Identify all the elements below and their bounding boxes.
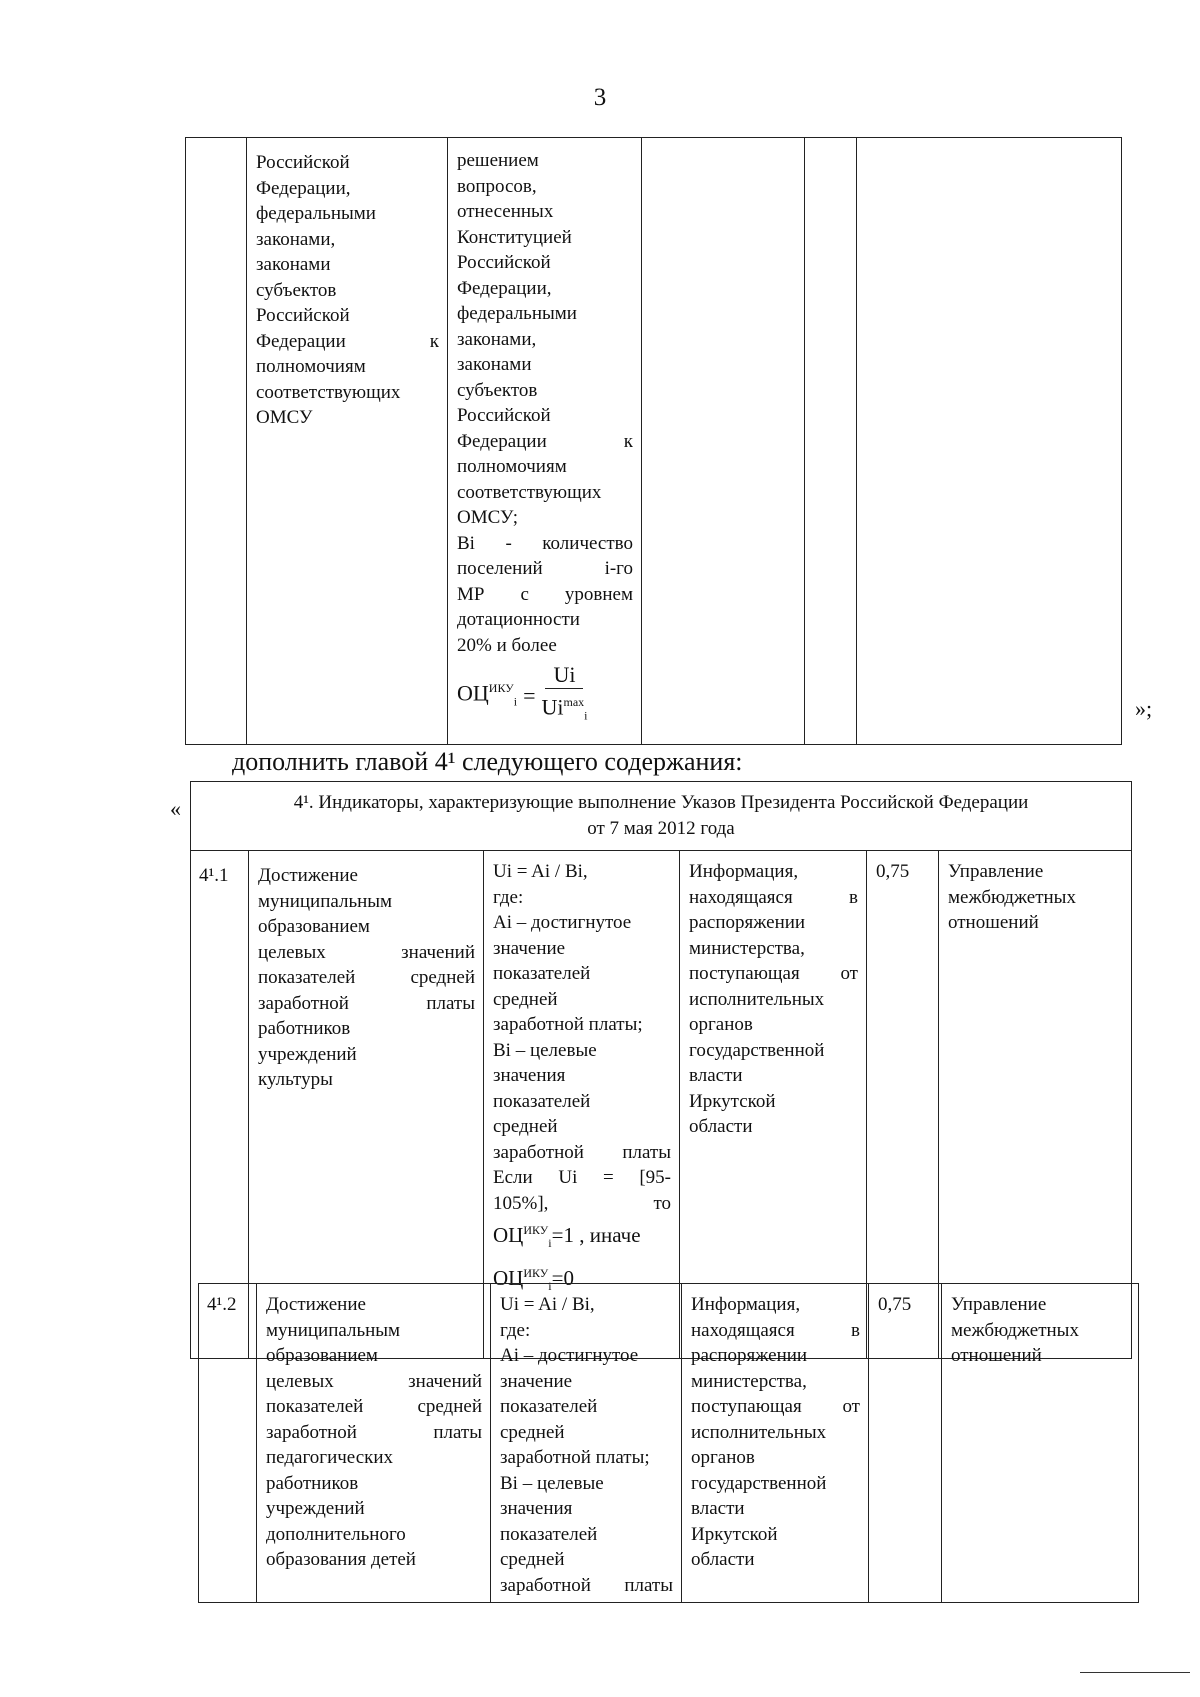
text-line: заработной платы; xyxy=(500,1447,650,1468)
text-line: Управление xyxy=(948,861,1044,882)
text-line: отношений xyxy=(948,912,1039,933)
weight-coefficient: 0,75 xyxy=(867,851,939,1359)
text-line: культуры xyxy=(258,1069,333,1090)
data-source xyxy=(682,1284,869,1603)
text-line: решением xyxy=(457,150,539,171)
text-line: Информация, xyxy=(689,861,799,882)
calculation-method xyxy=(491,1284,682,1603)
text-line: субъектов xyxy=(256,279,337,301)
text-line: распоряжении xyxy=(689,912,806,933)
text-line: полномочиям xyxy=(457,456,567,477)
text-line: законами xyxy=(457,354,532,375)
text-line: Федерации, xyxy=(256,177,351,199)
text-line: Ai – достигнутое xyxy=(493,912,632,933)
text-line: 20% и более xyxy=(457,634,557,656)
text-line: власти xyxy=(689,1065,743,1086)
text-line: Иркутской xyxy=(689,1090,776,1112)
text-line: Конституцией xyxy=(457,226,572,248)
intro-text: дополнить главой 4¹ следующего содержания: xyxy=(232,747,743,776)
text-line: находящаяся в xyxy=(689,886,858,908)
text-line: Российской xyxy=(256,152,350,173)
text-line: Bi - количество xyxy=(457,532,633,554)
text-line: Федерации к xyxy=(457,430,633,452)
text-line: федеральными xyxy=(256,203,376,224)
text-line: власти xyxy=(691,1498,745,1519)
text-line: где: xyxy=(500,1319,531,1341)
responsible-unit xyxy=(942,1284,1139,1603)
indicators-table-continued xyxy=(198,1283,1139,1603)
text-line: Российской xyxy=(457,405,551,426)
text-line: законами, xyxy=(457,328,537,350)
text-line: значения xyxy=(493,1065,566,1086)
weight-coefficient: 0,75 xyxy=(869,1284,942,1603)
text-line: законами xyxy=(256,254,331,275)
empty-weight-cell xyxy=(805,138,857,745)
text-line: субъектов xyxy=(457,379,538,401)
text-line: Российской xyxy=(256,305,350,326)
text-line: целевых значений xyxy=(258,941,475,963)
text-line: значения xyxy=(500,1498,573,1519)
text-line: значение xyxy=(493,937,566,959)
footer-rule xyxy=(1080,1672,1190,1673)
text-line: Федерации, xyxy=(457,277,552,299)
text-line: показателей xyxy=(500,1396,598,1417)
text-line: Bi – целевые xyxy=(493,1039,597,1061)
text-line: заработной платы xyxy=(500,1574,673,1596)
text-line: Ai – достигнутое xyxy=(500,1345,639,1366)
text-line: законами, xyxy=(256,228,336,250)
text-line: соответствующих xyxy=(256,381,401,403)
text-line: образованием xyxy=(266,1345,378,1366)
indicator-name xyxy=(257,1284,491,1603)
text-line: целевых значений xyxy=(266,1370,482,1392)
text-line: находящаяся в xyxy=(691,1319,860,1341)
text-line: муниципальным xyxy=(258,890,393,912)
text-line: поступающая от xyxy=(689,963,858,984)
text-line: ОМСУ xyxy=(256,407,313,428)
text-line: государственной xyxy=(691,1472,827,1494)
condition-line-1: $ОЦ^{ИКУ}_i=1$ , иначе xyxy=(493,1223,641,1251)
text-line: Информация, xyxy=(691,1294,801,1315)
opening-quote: « xyxy=(170,796,181,821)
text-line: Достижение xyxy=(266,1294,366,1315)
row-number: 4¹.1 xyxy=(191,851,249,1359)
text-line: вопросов, xyxy=(457,175,537,197)
text-line: средней xyxy=(500,1421,565,1443)
text-line: органов xyxy=(689,1014,753,1035)
text-line: государственной xyxy=(689,1039,825,1061)
row-number: 4¹.2 xyxy=(199,1284,257,1603)
text-line: дополнительного xyxy=(266,1523,406,1545)
text-line: значение xyxy=(500,1370,573,1392)
text-line: министерства, xyxy=(691,1370,807,1392)
text-line: где: xyxy=(493,886,524,908)
text-line: Достижение xyxy=(258,865,358,886)
text-line: заработной платы xyxy=(493,1141,671,1163)
text-line: показателей xyxy=(493,1090,591,1112)
method-cell xyxy=(448,138,642,745)
text-line: педагогических xyxy=(266,1447,394,1468)
text-line: заработной платы xyxy=(266,1421,482,1443)
text-line: Bi – целевые xyxy=(500,1472,604,1494)
text-line: области xyxy=(691,1549,755,1570)
text-line: федеральными xyxy=(457,303,577,324)
section-header: 4¹. Индикаторы, характеризующие выполнение Указов Президента Российской Федерации от 7 мая 2012 года xyxy=(191,782,1132,851)
text-line: органов xyxy=(691,1447,755,1468)
text-line: работников xyxy=(266,1472,359,1494)
text-line: учреждений xyxy=(258,1043,357,1065)
indicators-table xyxy=(190,781,1132,1359)
condition-line-2: $ОЦ^{ИКУ}_i=0$ xyxy=(493,1265,574,1293)
text-line: отношений xyxy=(951,1345,1042,1366)
criteria-cell xyxy=(247,138,448,745)
text-line: МР с уровнем xyxy=(457,583,633,605)
text-line: показателей xyxy=(493,963,591,984)
text-line: учреждений xyxy=(266,1498,365,1519)
continuation-table xyxy=(185,137,1122,745)
text-line: распоряжении xyxy=(691,1345,808,1366)
text-line: Российской xyxy=(457,252,551,273)
text-line: поступающая от xyxy=(691,1396,860,1417)
text-line: образованием xyxy=(258,916,370,937)
text-line: министерства, xyxy=(689,937,805,959)
page-number: 3 xyxy=(593,84,607,111)
text-line: средней xyxy=(493,1116,558,1137)
text-line: показателей средней xyxy=(258,967,475,988)
empty-source-cell xyxy=(642,138,805,745)
text-line: Если Ui = [95- xyxy=(493,1167,671,1188)
ratio-formula: $ОЦ^{ИКУ}_i$ = $\frac{Ui}{Ui^{max}_i}$ xyxy=(457,662,588,723)
text-line: Иркутской xyxy=(691,1523,778,1545)
text-line: муниципальным xyxy=(266,1319,401,1341)
text-line: средней xyxy=(493,988,558,1010)
text-line: межбюджетных xyxy=(948,886,1076,908)
text-line: средней xyxy=(500,1549,565,1570)
text-line: заработной платы xyxy=(258,992,475,1014)
text-line: показателей xyxy=(500,1523,598,1545)
text-line: исполнительных xyxy=(691,1421,827,1443)
text-line: Федерации к xyxy=(256,330,439,352)
text-line: отнесенных xyxy=(457,201,554,222)
text-line: области xyxy=(689,1116,753,1137)
closing-quote: »; xyxy=(1135,696,1153,721)
text-line: поселений i-го xyxy=(457,558,633,579)
method-text xyxy=(457,148,633,658)
criteria-text xyxy=(256,150,439,431)
text-line: межбюджетных xyxy=(951,1319,1079,1341)
empty-responsible-cell xyxy=(857,138,1122,745)
text-line: дотационности xyxy=(457,609,580,630)
text-line: работников xyxy=(258,1018,351,1039)
text-line: 105%], то xyxy=(493,1192,671,1214)
text-line: Управление xyxy=(951,1294,1047,1315)
text-line: показателей средней xyxy=(266,1396,482,1417)
text-line: Ui = Ai / Bi, xyxy=(493,861,588,882)
text-line: заработной платы; xyxy=(493,1014,643,1035)
text-line: ОМСУ; xyxy=(457,507,519,528)
text-line: образования детей xyxy=(266,1549,416,1570)
text-line: Ui = Ai / Bi, xyxy=(500,1294,595,1315)
text-line: исполнительных xyxy=(689,988,825,1010)
text-line: полномочиям xyxy=(256,356,366,377)
empty-num-cell xyxy=(186,138,247,745)
text-line: соответствующих xyxy=(457,481,602,503)
